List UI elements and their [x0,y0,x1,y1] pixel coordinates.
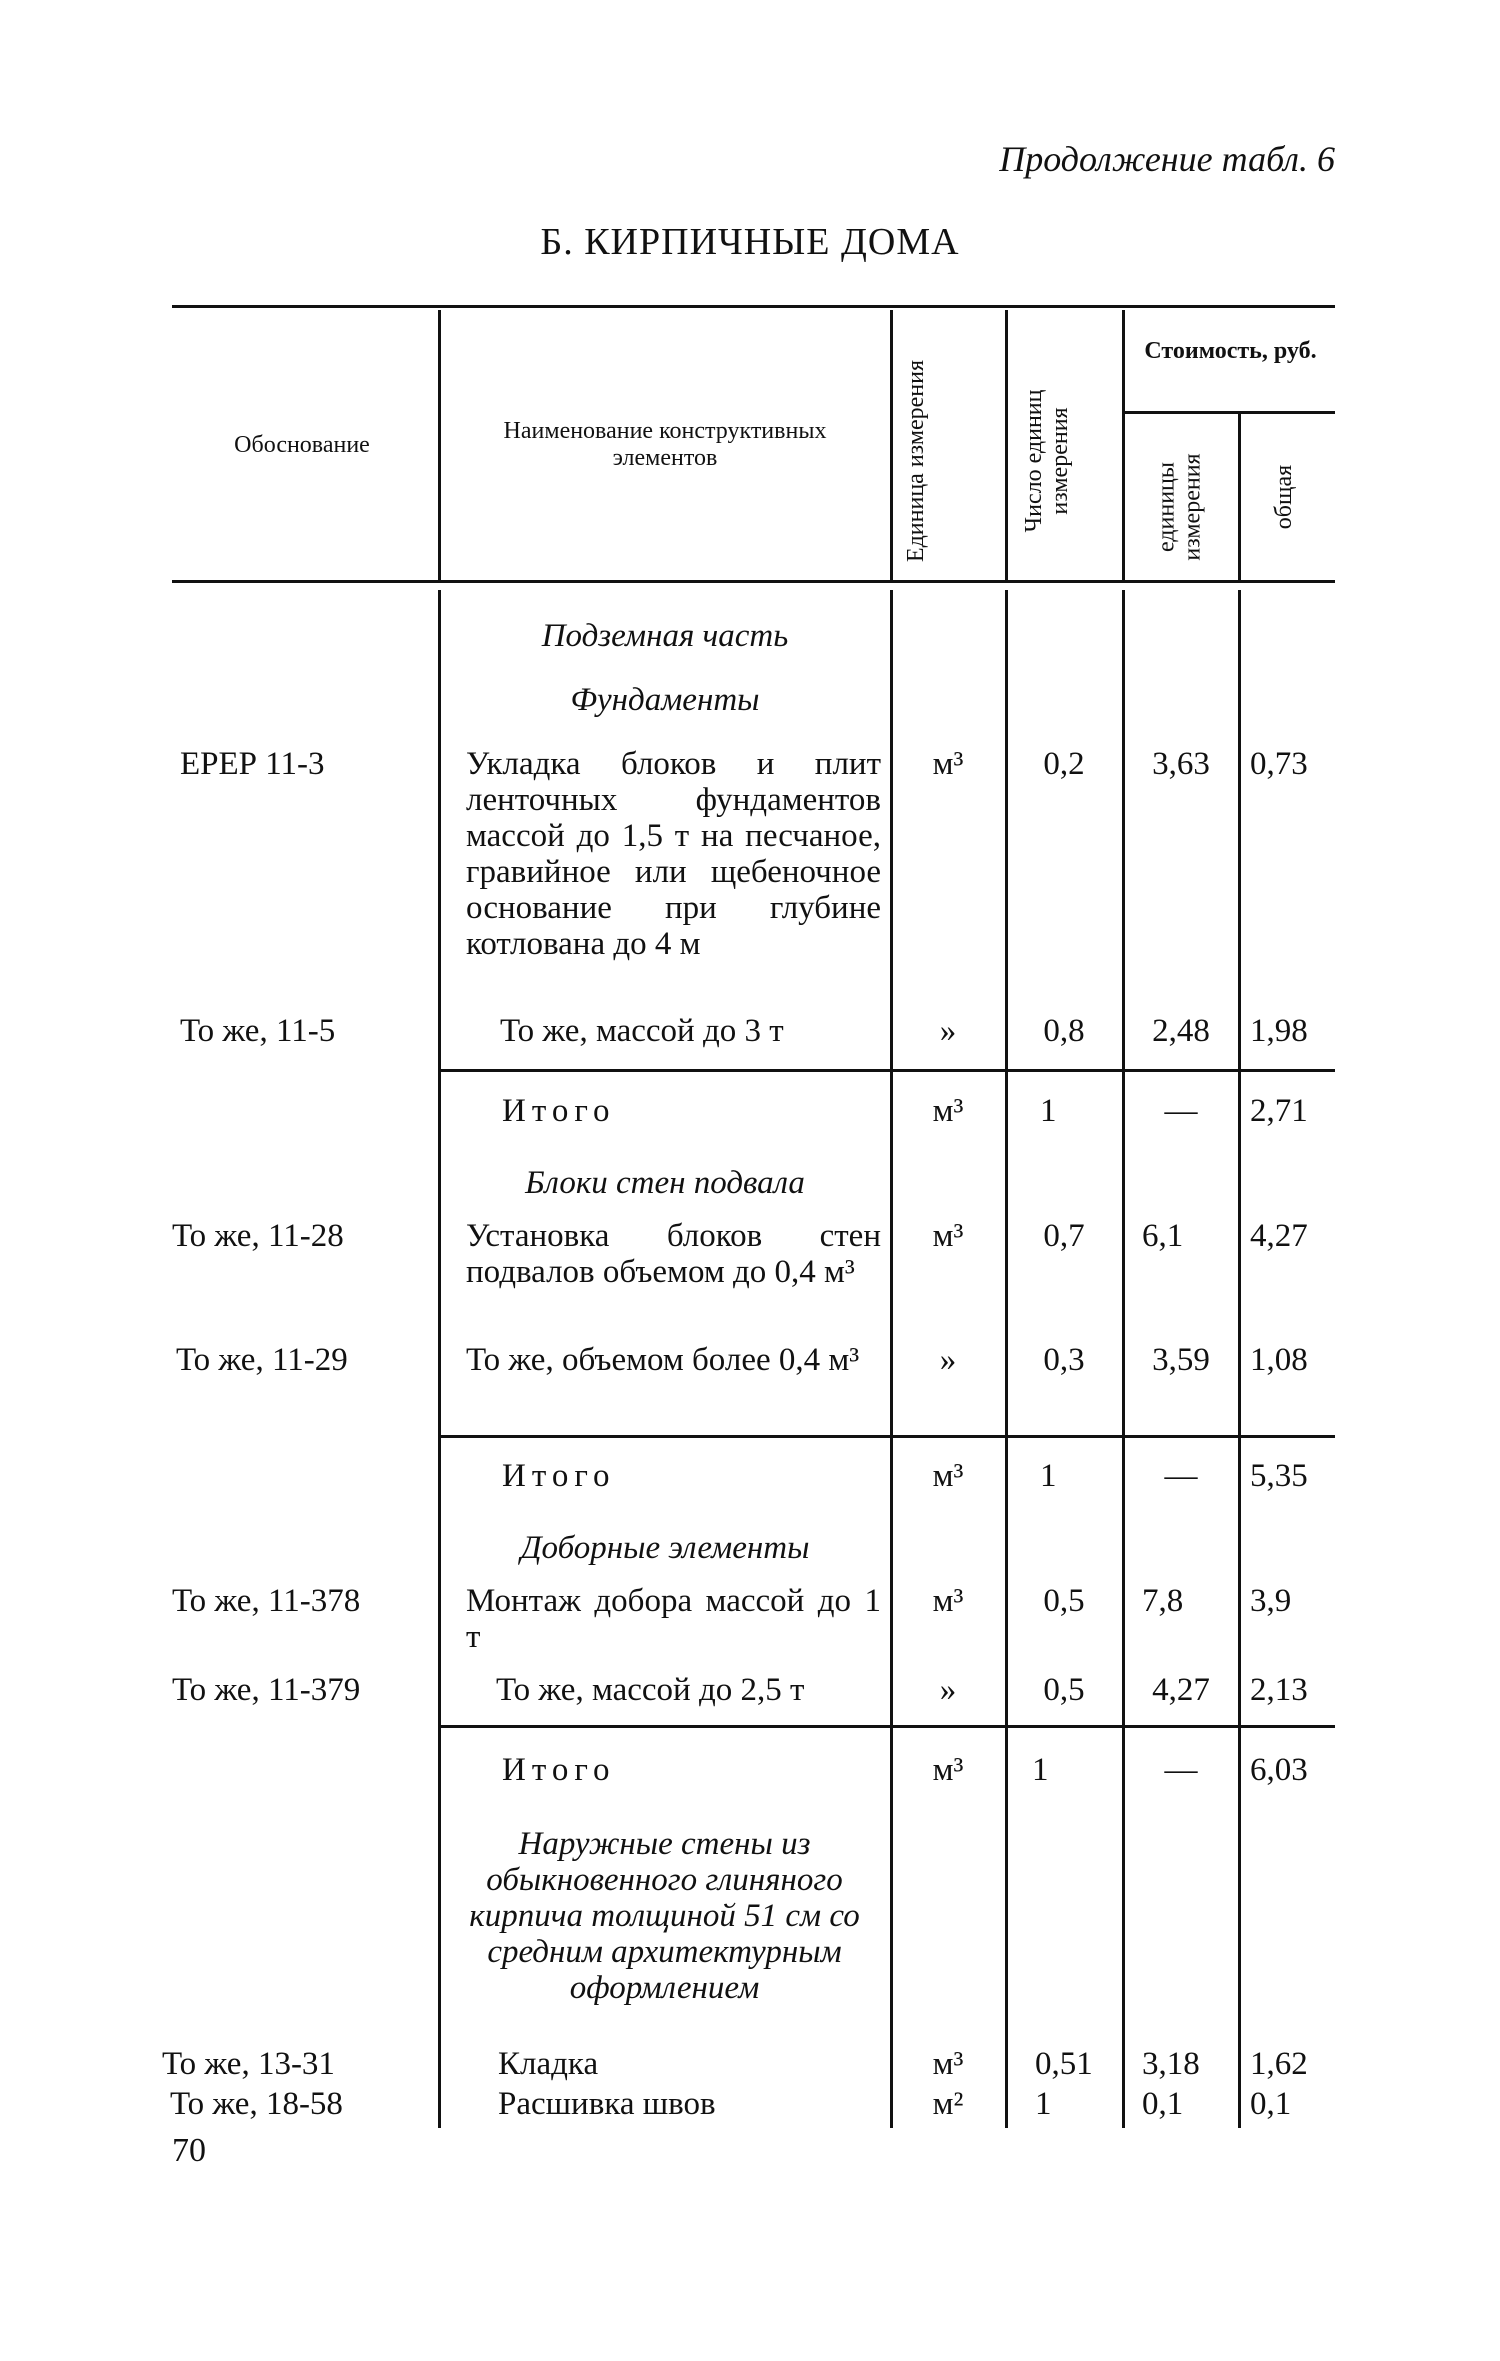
section-walls: Наружные стены из обыкновенного глиняного кирпича толщиной 51 см со средним архитектурным оформлением [469,1826,860,2006]
row-name: Итого [502,1093,616,1129]
row-total: 2,71 [1250,1093,1308,1129]
row-name: Итого [502,1458,616,1494]
row-price: 2,48 [1152,1013,1210,1049]
row-basis: То же, 11-29 [176,1342,348,1378]
row-name: Расшивка швов [498,2086,716,2122]
row-price: 3,63 [1152,746,1210,782]
row-basis: То же, 18-58 [170,2086,343,2122]
row-price: 3,18 [1142,2046,1200,2082]
row-count: 0,2 [1043,746,1085,782]
row-name: Итого [502,1752,616,1788]
row-price: 0,1 [1142,2086,1184,2122]
row-count: 0,3 [1043,1342,1085,1378]
row-total: 1,62 [1250,2046,1308,2082]
row-total: 1,98 [1250,1013,1308,1049]
section-basement-blocks: Блоки стен подвала [525,1165,805,1201]
row-total: 3,9 [1250,1583,1292,1619]
section-underground: Подземная часть [541,618,789,654]
row-count: 0,5 [1043,1672,1085,1708]
row-unit: » [939,1672,957,1708]
row-unit: » [939,1013,957,1049]
row-count: 0,7 [1043,1218,1085,1254]
row-name: То же, объемом более 0,4 м³ [466,1342,860,1378]
row-count: 0,5 [1043,1583,1085,1619]
row-unit: м³ [932,1093,964,1129]
section-extra: Доборные элементы [520,1530,810,1566]
row-count: 1 [1040,1458,1057,1494]
header-unit: Единица измерения [903,359,929,563]
section-foundations: Фундаменты [570,682,760,718]
row-count: 1 [1032,1752,1049,1788]
row-total: 2,13 [1250,1672,1308,1708]
header-count: Число единиц измерения [1021,389,1073,533]
row-total: 4,27 [1250,1218,1308,1254]
row-name: Укладка блоков и плит ленточных фундаментов массой до 1,5 т на песчаное, гравийное или щебеночное основание при глубине котлована до 4 м [466,746,881,962]
row-basis: То же, 13-31 [162,2046,335,2082]
row-count: 1 [1040,1093,1057,1129]
header-cost-unit: единицы измерения [1153,453,1206,561]
row-count: 0,8 [1043,1013,1085,1049]
row-unit: м² [932,2086,964,2122]
row-unit: м³ [932,1218,964,1254]
row-price: 4,27 [1152,1672,1210,1708]
row-basis: То же, 11-28 [172,1218,344,1254]
header-name: Наименование конструктивных элементов [503,418,827,471]
row-count: 1 [1035,2086,1052,2122]
row-basis: То же, 11-378 [172,1583,361,1619]
row-unit: м³ [932,746,964,782]
row-price: 3,59 [1152,1342,1210,1378]
row-total: 5,35 [1250,1458,1308,1494]
continuation-note: Продолжение табл. 6 [999,139,1335,179]
row-count: 0,51 [1035,2046,1093,2082]
row-unit: м³ [932,2046,964,2082]
row-basis: ЕРЕР 11-3 [180,746,325,782]
row-total: 6,03 [1250,1752,1308,1788]
row-price: 6,1 [1142,1218,1184,1254]
row-name: Установка блоков стен подвалов объемом до 0,4 м³ [466,1218,881,1290]
page-title: Б. КИРПИЧНЫЕ ДОМА [540,221,960,263]
row-total: 0,1 [1250,2086,1292,2122]
row-price: — [1164,1458,1198,1494]
row-basis: То же, 11-379 [172,1672,361,1708]
header-cost: Стоимость, руб. [1144,338,1317,364]
row-price: — [1164,1093,1198,1129]
row-price: 7,8 [1142,1583,1184,1619]
row-name: Кладка [498,2046,599,2082]
row-unit: м³ [932,1583,964,1619]
row-unit: » [939,1342,957,1378]
row-name: То же, массой до 3 т [500,1013,784,1049]
row-total: 1,08 [1250,1342,1308,1378]
row-unit: м³ [932,1458,964,1494]
page-number: 70 [172,2132,206,2169]
header-basis: Обоснование [234,432,370,458]
row-price: — [1164,1752,1198,1788]
row-unit: м³ [932,1752,964,1788]
header-cost-total: общая [1271,464,1297,530]
row-total: 0,73 [1250,746,1308,782]
row-basis: То же, 11-5 [180,1013,336,1049]
row-name: Монтаж добора массой до 1 т [466,1583,881,1655]
row-name: То же, массой до 2,5 т [496,1672,805,1708]
